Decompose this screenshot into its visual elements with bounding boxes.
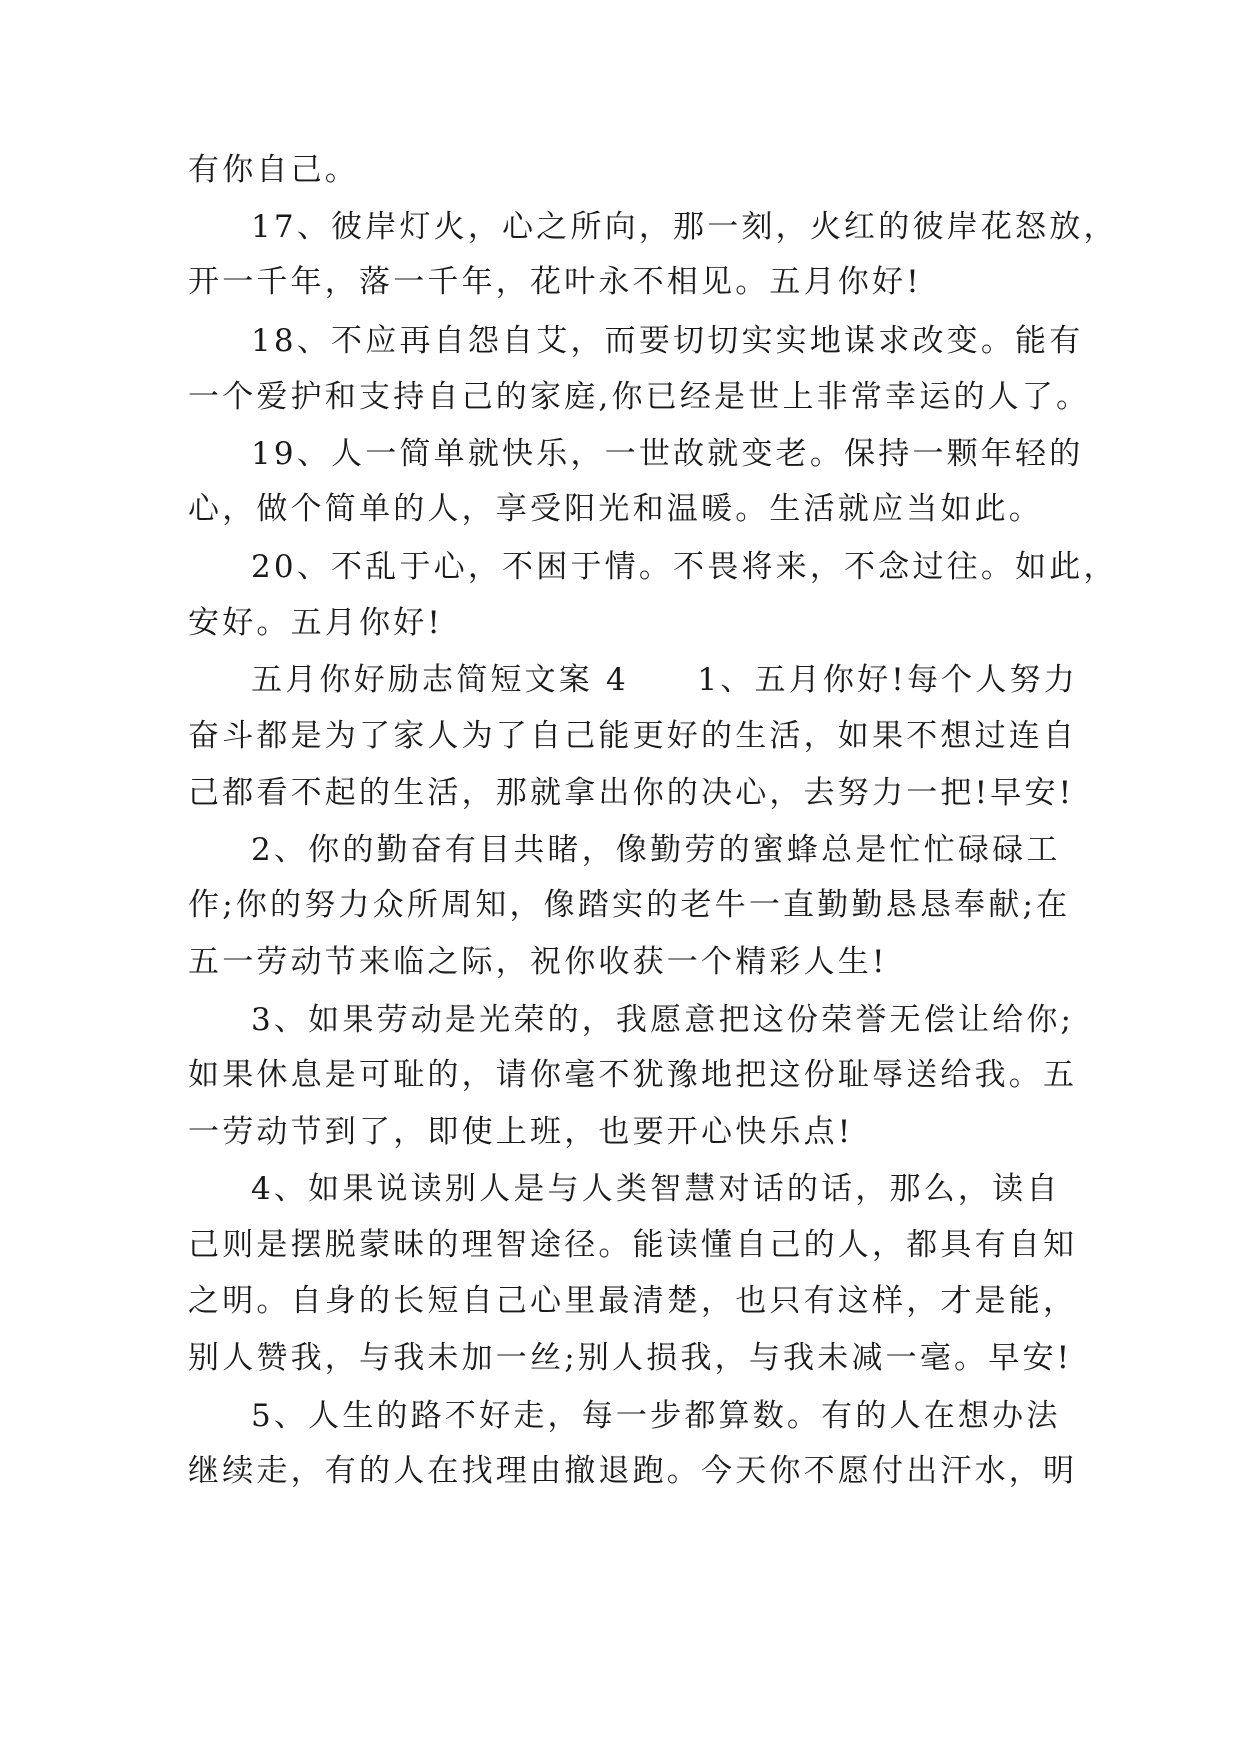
text-line: 3、如果劳动是光荣的，我愿意把这份荣誉无偿让给你; xyxy=(251,1002,1075,1038)
text-line: 开一千年，落一千年，花叶永不相见。五月你好! xyxy=(188,264,922,300)
text-line: 别人赞我，与我未加一丝;别人损我，与我未减一毫。早安! xyxy=(188,1340,1073,1376)
text-line: 18、不应再自怨自艾，而要切切实实地谋求改变。能有 xyxy=(251,323,1084,359)
text-line: 5、人生的路不好走，每一步都算数。有的人在想办法 xyxy=(251,1398,1061,1434)
text-line: 有你自己。 xyxy=(188,152,359,188)
text-line: 17、彼岸灯火，心之所向，那一刻，火红的彼岸花怒放， xyxy=(251,209,1118,245)
text-line: 20、不乱于心，不困于情。不畏将来，不念过往。如此， xyxy=(251,549,1118,585)
text-line: 之明。自身的长短自己心里最清楚，也只有这样，才是能， xyxy=(188,1283,1078,1319)
text-line: 己则是摆脱蒙昧的理智途径。能读懂自己的人，都具有自知 xyxy=(188,1227,1078,1263)
text-line: 4、如果说读别人是与人类智慧对话的话，那么，读自 xyxy=(251,1171,1061,1207)
text-line: 一劳动节到了，即使上班，也要开心快乐点! xyxy=(188,1114,854,1150)
text-line: 己都看不起的生活，那就拿出你的决心，去努力一把!早安! xyxy=(188,775,1075,811)
text-line: 19、人一简单就快乐，一世故就变老。保持一颗年轻的 xyxy=(251,436,1084,472)
text-line: 一个爱护和支持自己的家庭,你已经是世上非常幸运的人了。 xyxy=(188,379,1091,415)
text-line: 五月你好励志简短文案 4 1、五月你好!每个人努力 xyxy=(251,662,1078,698)
text-line: 心，做个简单的人，享受阳光和温暖。生活就应当如此。 xyxy=(188,491,1043,527)
text-line: 继续走，有的人在找理由撤退跑。今天你不愿付出汗水，明 xyxy=(188,1453,1078,1489)
text-line: 奋斗都是为了家人为了自己能更好的生活，如果不想过连自 xyxy=(188,718,1078,754)
text-line: 如果休息是可耻的，请你毫不犹豫地把这份耻辱送给我。五 xyxy=(188,1057,1078,1093)
text-line: 作;你的努力众所周知，像踏实的老牛一直勤勤恳恳奉献;在 xyxy=(188,887,1071,923)
text-line: 安好。五月你好! xyxy=(188,605,444,641)
text-line: 2、你的勤奋有目共睹，像勤劳的蜜蜂总是忙忙碌碌工 xyxy=(251,832,1061,868)
text-line: 五一劳动节来临之际，祝你收获一个精彩人生! xyxy=(188,944,888,980)
